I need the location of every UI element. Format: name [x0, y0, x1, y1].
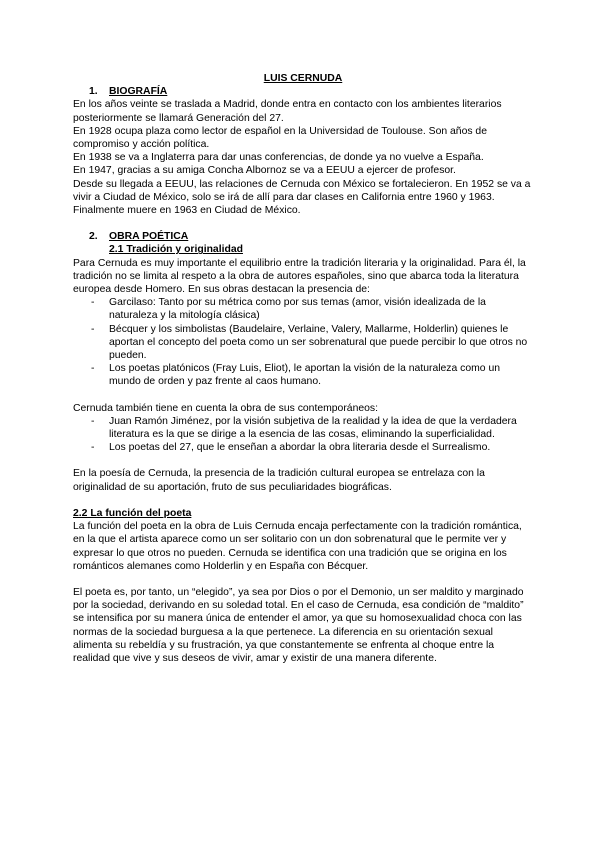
- section-heading-text: OBRA POÉTICA: [109, 231, 189, 243]
- paragraph: El poeta es, por tanto, un “elegido”, ya sea por Dios o por el Demonio, un ser maldito y marginado por la sociedad, derivando en su soledad total. En el caso de Cernuda, esa condición de “maldito” se intensifica por su manera única de entender el amor, ya que su homosexualidad choca con las normas de la sociedad burguesa a la que pertenece. La diferencia en su orientación sexual alimenta su rebeldía y su frustración, ya que constantemente se enfrenta al choque entre la realidad que vive y sus deseos de vivir, amar y existir de una manera diferente.: [73, 586, 524, 664]
- paragraph: Desde su llegada a EEUU, las relaciones de Cernuda con México se fortalecieron. En 1952 se va a vivir a Ciudad de México, solo se irá de allí para dar clases en California entre 1960 y 1963. Finalmente muere en 1963 en Ciudad de México.: [73, 178, 531, 217]
- spacer: [73, 454, 533, 467]
- influences-list: [73, 296, 533, 388]
- contemporaries-list: [73, 415, 533, 455]
- document-page: [73, 72, 533, 665]
- paragraph: En 1928 ocupa plaza como lector de español en la Universidad de Toulouse. Son años de compromiso y acción política.: [73, 125, 487, 151]
- section-number: 1.: [89, 86, 98, 98]
- biografia-body: [73, 98, 533, 217]
- spacer: [73, 217, 533, 230]
- paragraph: En 1947, gracias a su amiga Concha Albornoz se va a EEUU a ejercer de profesor.: [73, 165, 456, 177]
- subsection-heading-funcion-poeta: 2.2 La función del poeta: [73, 507, 192, 519]
- list-item: - Los poetas platónicos (Fray Luis, Eliot), le aportan la visión de la naturaleza como un mundo de orden y paz frente al caos humano.: [73, 362, 533, 388]
- subsection-heading-tradicion: 2.1 Tradición y originalidad: [109, 244, 243, 256]
- paragraph: En 1938 se va a Inglaterra para dar unas conferencias, de donde ya no vuelve a España.: [73, 152, 484, 164]
- paragraph: En los años veinte se traslada a Madrid, donde entra en contacto con los ambientes literarios posteriormente se llamará Generación del 27.: [73, 99, 502, 124]
- list-item: - Garcilaso: Tanto por su métrica como por sus temas (amor, visión idealizada de la naturaleza y la mitología clásica): [73, 296, 533, 322]
- section-heading-biografia: [73, 85, 533, 98]
- section-heading-obra-poetica: [73, 230, 533, 243]
- paragraph: Para Cernuda es muy importante el equilibrio entre la tradición literaria y la originalidad. Para él, la tradición no se limita al respeto a la obra de autores españoles, sino que abarca toda la literatura europea desde Homero. En sus obras destacan la presencia de:: [73, 257, 526, 296]
- spacer: [73, 573, 533, 586]
- list-item: - Juan Ramón Jiménez, por la visión subjetiva de la realidad y la idea de que la verdadera literatura es la que se dirige a la esencia de las cosas, eliminando la superficialidad.: [73, 415, 533, 441]
- list-item: - Los poetas del 27, que le enseñan a abordar la obra literaria desde el Surrealismo.: [73, 441, 533, 454]
- paragraph: La función del poeta en la obra de Luis Cernuda encaja perfectamente con la tradición romántica, en la que el artista aparece como un ser solitario con un don sobrenatural que le permite ver y expresar lo que otros no pueden. Cernuda se identifica con una tradición que se origina en los románticos alemanes como Holderlin y en España con Bécquer.: [73, 521, 522, 572]
- document-title: LUIS CERNUDA: [263, 73, 343, 84]
- spacer: [73, 389, 533, 402]
- paragraph: Cernuda también tiene en cuenta la obra de sus contemporáneos:: [73, 402, 378, 414]
- list-item: - Bécquer y los simbolistas (Baudelaire, Verlaine, Valery, Mallarme, Holderlin) quienes le aportan el concepto del poeta como un ser sobrenatural que puede percibir lo que otros no pueden.: [73, 323, 533, 363]
- section-number: 2.: [89, 231, 98, 243]
- spacer: [73, 494, 533, 507]
- paragraph: En la poesía de Cernuda, la presencia de la tradición cultural europea se entrelaza con la originalidad de su aportación, fruto de sus peculiaridades biográficas.: [73, 468, 485, 493]
- section-heading-text: BIOGRAFÍA: [109, 86, 168, 98]
